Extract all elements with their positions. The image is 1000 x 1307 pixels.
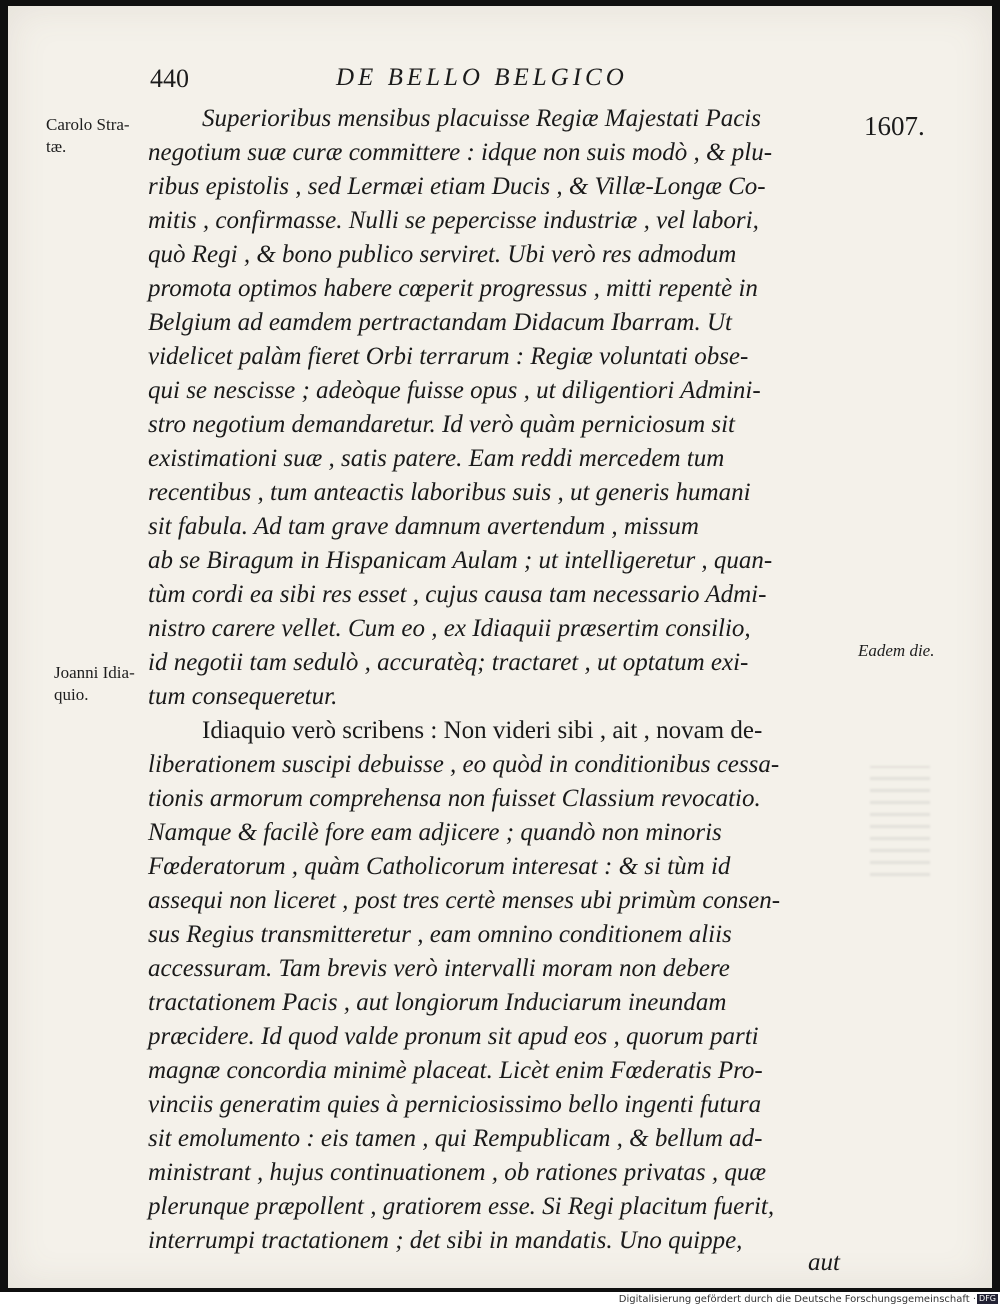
- body-line: plerunque præpollent , gratiorem esse. Si Regi placitum fuerit,: [148, 1193, 775, 1220]
- margin-note-line: quio.: [54, 685, 89, 704]
- body-line: nistro carere vellet. Cum eo , ex Idiaquii præsertim consilio,: [148, 615, 751, 642]
- body-line: liberationem suscipi debuisse , eo quòd in conditionibus cessa-: [148, 751, 780, 778]
- body-line: tionis armorum comprehensa non fuisset Classium revocatio.: [148, 785, 761, 812]
- body-line: vinciis generatim quies à perniciosissimo bello ingenti futura: [148, 1091, 762, 1118]
- body-line: qui se nescisse ; adeòque fuisse opus , ut diligentiori Admini-: [148, 377, 761, 404]
- body-line: stro negotium demandaretur. Id verò quàm perniciosum sit: [148, 411, 735, 438]
- catchword: aut: [808, 1249, 840, 1276]
- body-line: Namque & facilè fore eam adjicere ; quandò non minoris: [148, 819, 722, 846]
- body-line: sit emolumento : eis tamen , qui Rempublicam , & bellum ad-: [148, 1125, 763, 1152]
- page-number: 440: [150, 64, 189, 93]
- body-line: tractationem Pacis , aut longiorum Induciarum ineundam: [148, 989, 727, 1016]
- body-line: Fœderatorum , quàm Catholicorum interesat : & si tùm id: [148, 853, 731, 880]
- margin-note-joanni-idiaquio: [54, 662, 135, 706]
- body-line: ab se Biragum in Hispanicam Aulam ; ut intelligeretur , quan-: [148, 547, 773, 574]
- body-line: Superioribus mensibus placuisse Regiæ Majestati Pacis: [202, 105, 761, 132]
- margin-note-carolo-strata: [46, 114, 130, 158]
- body-line: magnæ concordia minimè placeat. Licèt enim Fœderatis Pro-: [148, 1057, 763, 1084]
- margin-note-line: tæ.: [46, 137, 67, 156]
- body-line: mitis , confirmasse. Nulli se pepercisse industriæ , vel labori,: [148, 207, 759, 234]
- body-line: præcidere. Id quod valde pronum sit apud eos , quorum parti: [148, 1023, 759, 1050]
- body-line: Belgium ad eamdem pertractandam Didacum Ibarram. Ut: [148, 309, 732, 336]
- body-line: sus Regius transmitteretur , eam omnino conditionem aliis: [148, 921, 732, 948]
- margin-note-eadem-die: Eadem die.: [858, 641, 935, 660]
- show-through-text: [870, 766, 930, 876]
- body-line: accessuram. Tam brevis verò intervalli moram non debere: [148, 955, 730, 982]
- running-head: [8, 64, 992, 98]
- book-page: [8, 6, 992, 1288]
- page-heading: DE BELLO BELGICO: [336, 64, 628, 91]
- margin-note-line: Joanni Idia-: [54, 663, 135, 682]
- footer-credit: Digitalisierung gefördert durch die Deutsche Forschungsgemeinschaft ·: [618, 1294, 976, 1305]
- body-line: sit fabula. Ad tam grave damnum avertendum , missum: [148, 513, 699, 540]
- body-line: ribus epistolis , sed Lermæi etiam Ducis , & Villæ-Longæ Co-: [148, 173, 766, 200]
- body-line: assequi non liceret , post tres certè menses ubi primùm consen-: [148, 887, 781, 914]
- body-line: tum consequeretur.: [148, 683, 338, 710]
- body-line: id negotii tam sedulò , accuratèq; tractaret , ut optatum exi-: [148, 649, 749, 676]
- year-note: 1607.: [864, 111, 925, 141]
- body-line: Idiaquio verò scribens : Non videri sibi , ait , novam de-: [202, 717, 763, 744]
- digitization-footer: [0, 1292, 1000, 1307]
- body-line: tùm cordi ea sibi res esset , cujus causa tam necessario Admi-: [148, 581, 767, 608]
- body-line: quò Regi , & bono publico serviret. Ubi verò res admodum: [148, 241, 737, 268]
- body-line: existimationi suæ , satis patere. Eam reddi mercedem tum: [148, 445, 725, 472]
- body-line: videlicet palàm fieret Orbi terrarum : Regiæ voluntati obse-: [148, 343, 749, 370]
- body-line: interrumpi tractationem ; det sibi in mandatis. Uno quippe,: [148, 1227, 743, 1254]
- dfg-logo: DFG: [979, 1294, 996, 1303]
- body-line: recentibus , tum anteactis laboribus suis , ut generis humani: [148, 479, 751, 506]
- body-line: negotium suæ curæ committere : idque non suis modò , & plu-: [148, 139, 773, 166]
- body-line: ministrant , hujus continuationem , ob rationes privatas , quæ: [148, 1159, 767, 1186]
- body-line: promota optimos habere cœperit progressus , mitti repentè in: [148, 275, 758, 302]
- margin-note-line: Carolo Stra-: [46, 115, 130, 134]
